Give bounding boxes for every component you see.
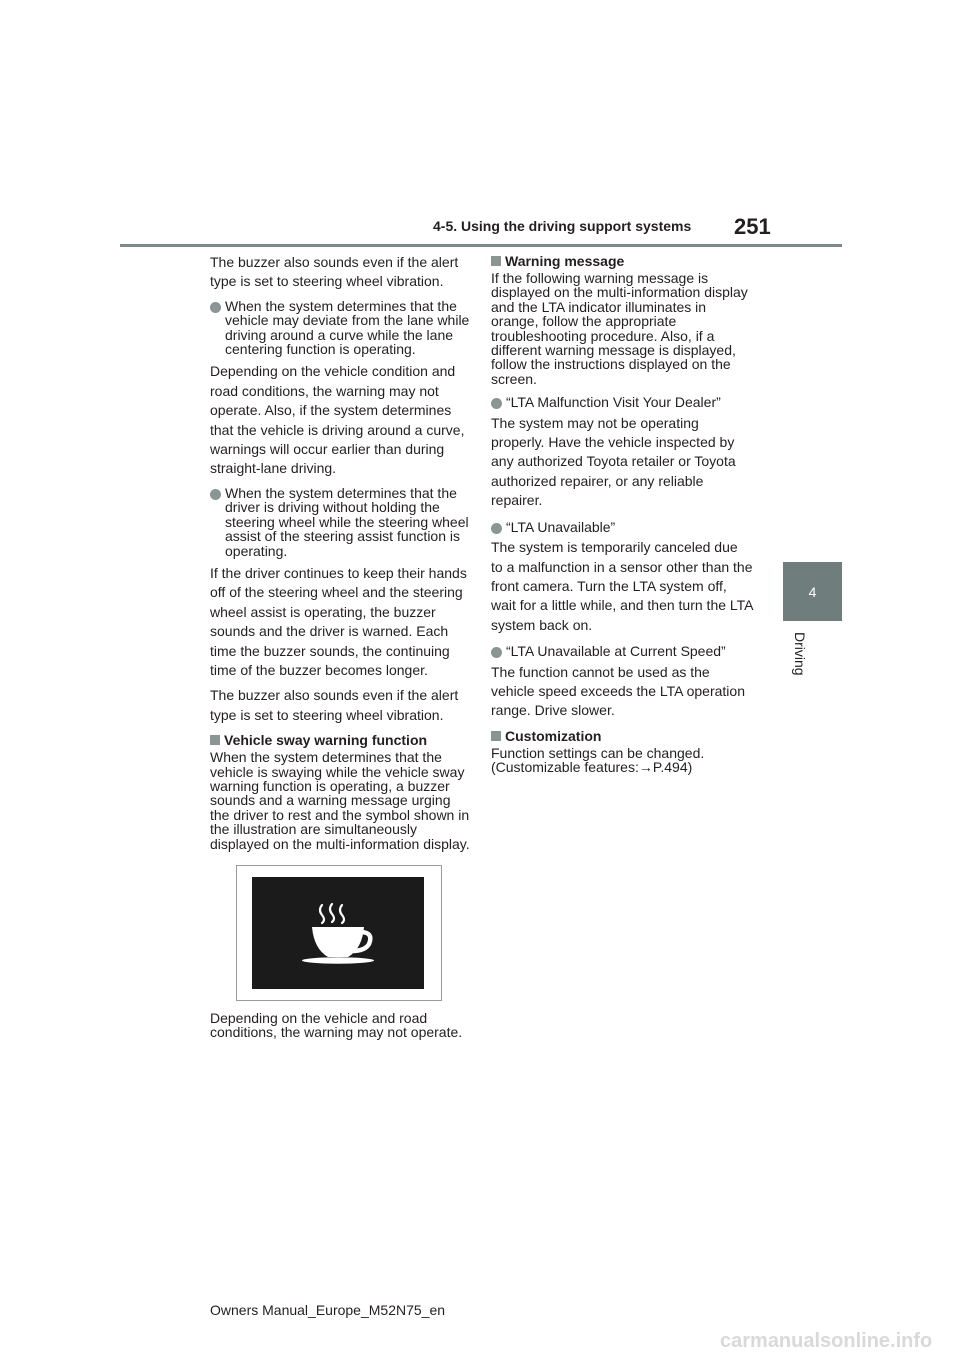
right-column xyxy=(491,253,753,781)
bullet-text: “LTA Unavailable at Current Speed” xyxy=(506,643,726,660)
subheading-text: Customization xyxy=(505,727,602,744)
display-screen xyxy=(252,877,424,989)
subheading xyxy=(210,732,472,749)
subheading xyxy=(491,253,753,270)
square-bullet-icon xyxy=(491,731,501,741)
paragraph: The function cannot be used as the vehicle speed exceeds the LTA operation range. Drive slower. xyxy=(491,663,745,719)
watermark: carmanualsonline.info xyxy=(720,1330,933,1352)
bullet-icon xyxy=(491,398,502,409)
footer-doc-id: Owners Manual_Europe_M52N75_en xyxy=(210,1302,446,1318)
paragraph: The system may not be operating properly. Have the vehicle inspected by any authorized Toyota retailer or Toyota authorized repairer, or any reliable repairer. xyxy=(491,414,736,509)
bullet-text: When the system determines that the driver is driving without holding the steering wheel while the steering wheel assist of the steering assist function is operating. xyxy=(225,484,469,559)
bullet-icon xyxy=(210,302,221,313)
paragraph: Depending on the vehicle condition and road conditions, the warning may not operate. Also, if the system determines that the vehicle is driving around a curve, warnings will occur earlier than during straight-lane driving. xyxy=(210,363,465,477)
bullet-text: “LTA Malfunction Visit Your Dealer” xyxy=(506,394,721,411)
bullet-icon xyxy=(491,523,502,534)
coffee-cup-icon xyxy=(252,877,424,989)
paragraph: The buzzer also sounds even if the alert type is set to steering wheel vibration. xyxy=(210,687,459,723)
illustration-frame xyxy=(236,865,442,1001)
square-bullet-icon xyxy=(210,735,220,745)
paragraph: Depending on the vehicle and road conditions, the warning may not operate. xyxy=(210,1010,463,1041)
bullet-item xyxy=(210,486,472,558)
paragraph: The system is temporarily canceled due to a malfunction in a sensor other than the front camera. Turn the LTA system off, wait for a little while, and then turn the LTA system back on. xyxy=(491,539,753,633)
chapter-number: 4 xyxy=(808,583,817,600)
section-title: 4-5. Using the driving support systems xyxy=(433,218,692,234)
paragraph: Function settings can be changed. (Customizable features:→P.494) xyxy=(491,744,705,776)
subheading xyxy=(491,728,753,745)
subheading-text: Vehicle sway warning function xyxy=(224,732,428,749)
bullet-item xyxy=(210,299,472,357)
bullet-icon xyxy=(491,647,502,658)
square-bullet-icon xyxy=(491,256,501,266)
bullet-icon xyxy=(210,489,221,500)
bullet-item xyxy=(491,518,753,537)
bullet-item xyxy=(491,393,753,412)
bullet-item xyxy=(491,642,753,661)
paragraph: If the following warning message is displayed on the multi-information display and the LTA indicator illuminates in orange, follow the appropriate troubleshooting procedure. Also, if a different warning message is displayed, follow the instructions displayed on the screen. xyxy=(491,270,748,387)
left-column xyxy=(210,253,472,1046)
chapter-tab xyxy=(783,562,842,621)
subheading-text: Warning message xyxy=(505,253,625,269)
page-number: 251 xyxy=(734,214,771,239)
paragraph: If the driver continues to keep their hands off of the steering wheel and the steering wheel assist is operating, the buzzer sounds and the driver is warned. Each time the buzzer sounds, the continuing time of the buzzer becomes longer. xyxy=(210,564,467,678)
bullet-text: When the system determines that the vehicle may deviate from the lane while driving around a curve while the lane centering function is operating. xyxy=(225,297,470,358)
chapter-label: Driving xyxy=(792,632,808,676)
paragraph: The buzzer also sounds even if the alert type is set to steering wheel vibration. xyxy=(210,254,459,290)
header-rule xyxy=(120,244,842,247)
bullet-text: “LTA Unavailable” xyxy=(506,518,616,535)
paragraph: When the system determines that the vehicle is swaying while the vehicle sway warning function is operating, a buzzer sounds and a warning message urging the driver to rest and the symbol shown in the illustration are simultaneously displayed on the multi-information display. xyxy=(210,749,470,852)
